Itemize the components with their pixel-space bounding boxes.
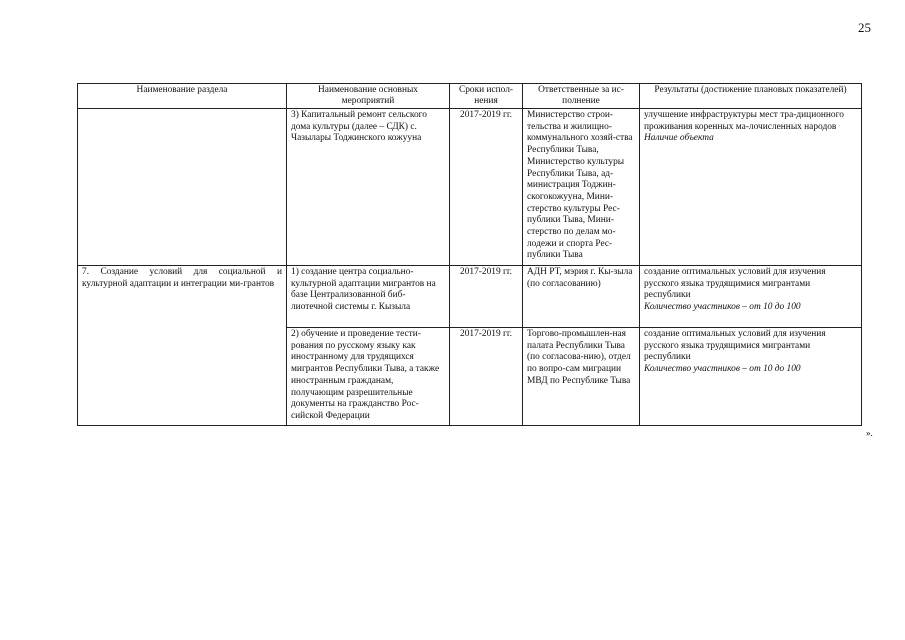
responsible-cell: Министерство строи-тельства и жилищно-коммунального хозяй-ства Республики Тыва, Министерство культуры Республики Тыва, ад-министрация Тоджин-скогокожууна, Мини-стерство культуры Рес-публики Тыва, Мини-стерство по делам мо-лодежи и спорта Рес-публики Тыва <box>523 109 640 266</box>
deadline-cell: 2017-2019 гг. <box>450 266 523 328</box>
header-section: Наименование раздела <box>78 84 287 109</box>
result-text: улучшение инфраструктуры мест тра-диционного проживания коренных ма-лочисленных народов <box>644 110 844 132</box>
table-header-row <box>78 84 862 109</box>
activity-cell: 2) обучение и проведение тести-рования по русскому языку как иностранному для трудящихся мигрантов Республики Тыва, а также иностранным гражданам, получающим разрешительные документы на гражданство Рос-сийской Федерации <box>287 328 450 426</box>
header-results: Результаты (достижение плановых показателей) <box>640 84 862 109</box>
activity-cell: 1) создание центра социально-культурной адаптации мигрантов на базе Централизованной биб-лиотечной системы г. Кызыла <box>287 266 450 328</box>
deadline-cell: 2017-2019 гг. <box>450 109 523 266</box>
header-deadline: Сроки испол-нения <box>450 84 523 109</box>
result-cell <box>640 266 862 328</box>
section-cell <box>78 109 287 266</box>
result-cell <box>640 109 862 266</box>
closing-quote-mark: ». <box>866 428 873 438</box>
result-text: создание оптимальных условий для изучения русского языка трудящимися мигрантами республики <box>644 267 826 301</box>
activities-table <box>77 83 862 426</box>
header-responsible: Ответственные за ис-полнение <box>523 84 640 109</box>
result-indicator: Наличие объекта <box>644 133 714 144</box>
header-activities: Наименование основных мероприятий <box>287 84 450 109</box>
deadline-cell: 2017-2019 гг. <box>450 328 523 426</box>
table-row <box>78 266 862 328</box>
result-indicator: Количество участников – от 10 до 100 <box>644 364 801 375</box>
table-row <box>78 109 862 266</box>
result-cell <box>640 328 862 426</box>
result-indicator: Количество участников – от 10 до 100 <box>644 302 801 313</box>
section-cell: 7. Создание условий для социальной и культурной адаптации и интеграции ми-грантов <box>78 266 287 426</box>
responsible-cell: Торгово-промышлен-ная палата Республики Тыва (по согласова-нию), отдел по вопро-сам миграции МВД по Республике Тыва <box>523 328 640 426</box>
result-text: создание оптимальных условий для изучения русского языка трудящимися мигрантами республики <box>644 329 826 363</box>
page-number: 25 <box>858 20 871 35</box>
responsible-cell: АДН РТ, мэрия г. Кы-зыла (по согласованию) <box>523 266 640 328</box>
activity-cell: 3) Капитальный ремонт сельского дома культуры (далее – СДК) с. Чазылары Тоджинского кожууна <box>287 109 450 266</box>
